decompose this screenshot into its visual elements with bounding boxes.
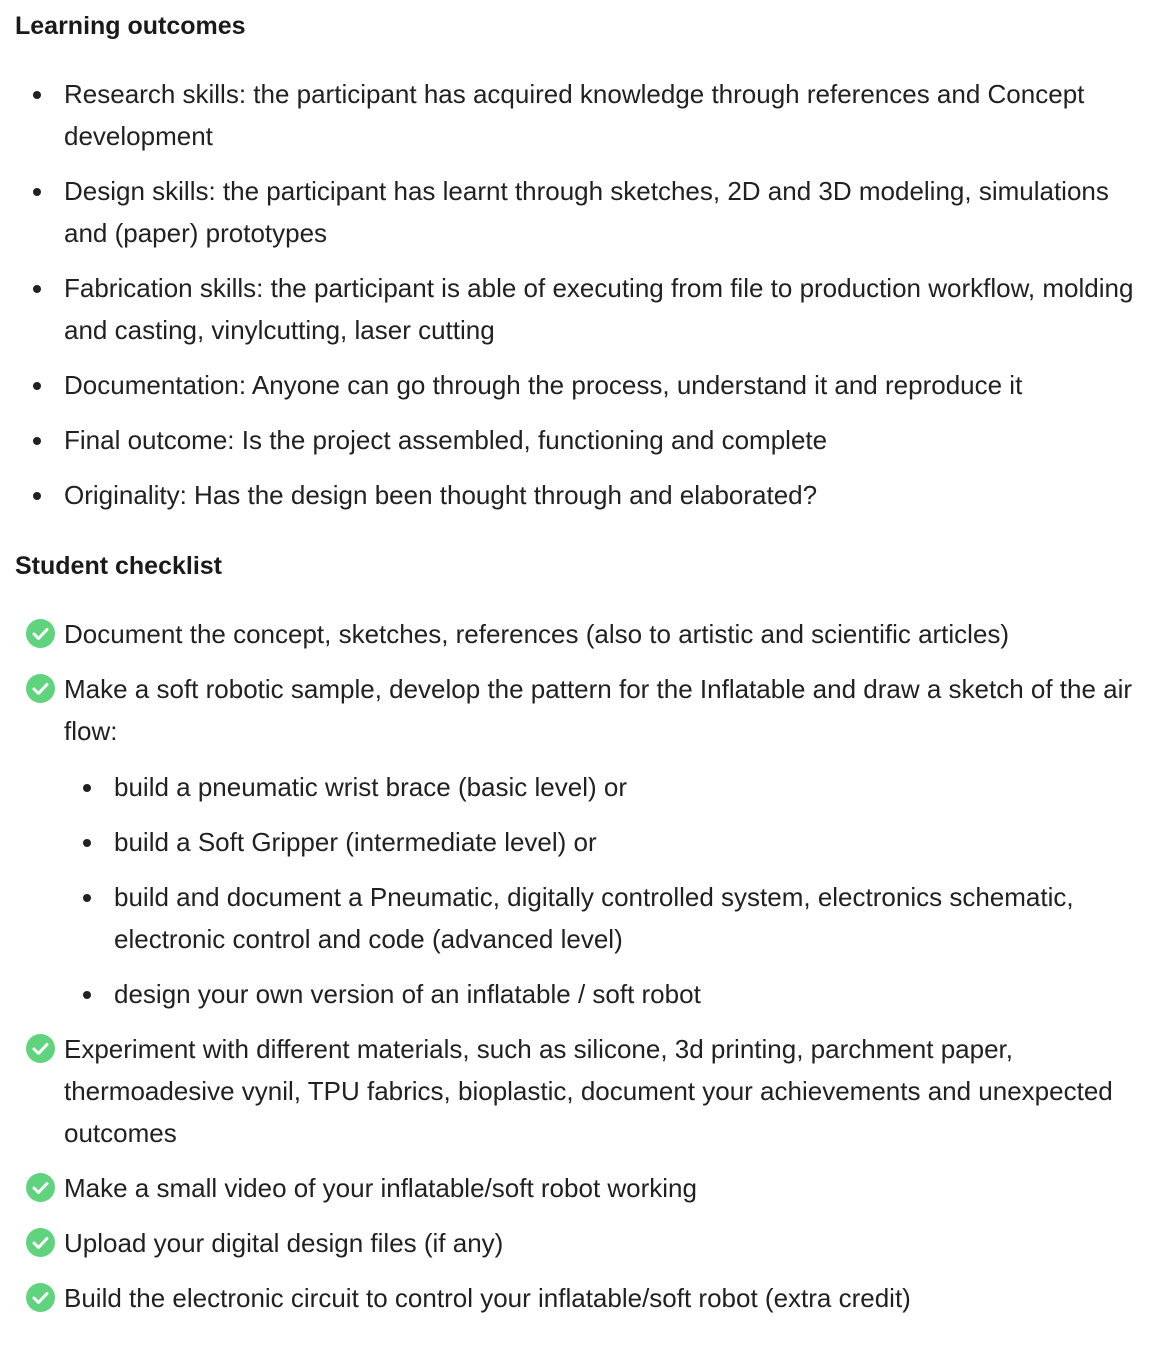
checklist-item (0, 1222, 1134, 1264)
check-circle-icon (26, 1283, 55, 1312)
student-checklist-heading: Student checklist (15, 552, 222, 580)
learning-outcomes-list (0, 73, 1134, 529)
list-item: Fabrication skills: the participant is able of executing from file to production workflow, molding and casting, vinylcutting, laser cutting (0, 267, 1134, 351)
list-item: Final outcome: Is the project assembled, functioning and complete (0, 419, 1134, 461)
learning-outcomes-heading: Learning outcomes (15, 12, 246, 40)
sub-list-item: build a Soft Gripper (intermediate level) or (114, 821, 1134, 863)
check-circle-icon (26, 1034, 55, 1063)
list-item: Originality: Has the design been thought through and elaborated? (0, 474, 1134, 516)
sub-list-item: build a pneumatic wrist brace (basic level) or (114, 766, 1134, 808)
list-item: Research skills: the participant has acquired knowledge through references and Concept development (0, 73, 1134, 157)
check-circle-icon (26, 1173, 55, 1202)
sub-list-item: design your own version of an inflatable / soft robot (114, 973, 1134, 1015)
checklist-item-text: Build the electronic circuit to control your inflatable/soft robot (extra credit) (64, 1283, 911, 1313)
checklist-item-text: Document the concept, sketches, references (also to artistic and scientific articles) (64, 619, 1010, 649)
checklist-sublist (64, 766, 1134, 1015)
sub-list-item: build and document a Pneumatic, digitally controlled system, electronics schematic, electronic control and code (advanced level) (114, 876, 1134, 960)
check-circle-icon (26, 619, 55, 648)
check-circle-icon (26, 674, 55, 703)
checklist-item (0, 613, 1134, 655)
student-checklist (0, 613, 1134, 1332)
checklist-item (0, 1028, 1134, 1154)
checklist-item-text: Upload your digital design files (if any) (64, 1228, 504, 1258)
list-item: Design skills: the participant has learnt through sketches, 2D and 3D modeling, simulations and (paper) prototypes (0, 170, 1134, 254)
checklist-item (0, 1277, 1134, 1319)
checklist-item-text: Make a soft robotic sample, develop the pattern for the Inflatable and draw a sketch of the air flow: (64, 674, 1133, 746)
checklist-item-text: Make a small video of your inflatable/soft robot working (64, 1173, 697, 1203)
list-item: Documentation: Anyone can go through the process, understand it and reproduce it (0, 364, 1134, 406)
check-circle-icon (26, 1228, 55, 1257)
checklist-item (0, 668, 1134, 1015)
checklist-item-text: Experiment with different materials, such as silicone, 3d printing, parchment paper, thermoadesive vynil, TPU fabrics, bioplastic, document your achievements and unexpected outcomes (64, 1034, 1113, 1148)
checklist-item (0, 1167, 1134, 1209)
